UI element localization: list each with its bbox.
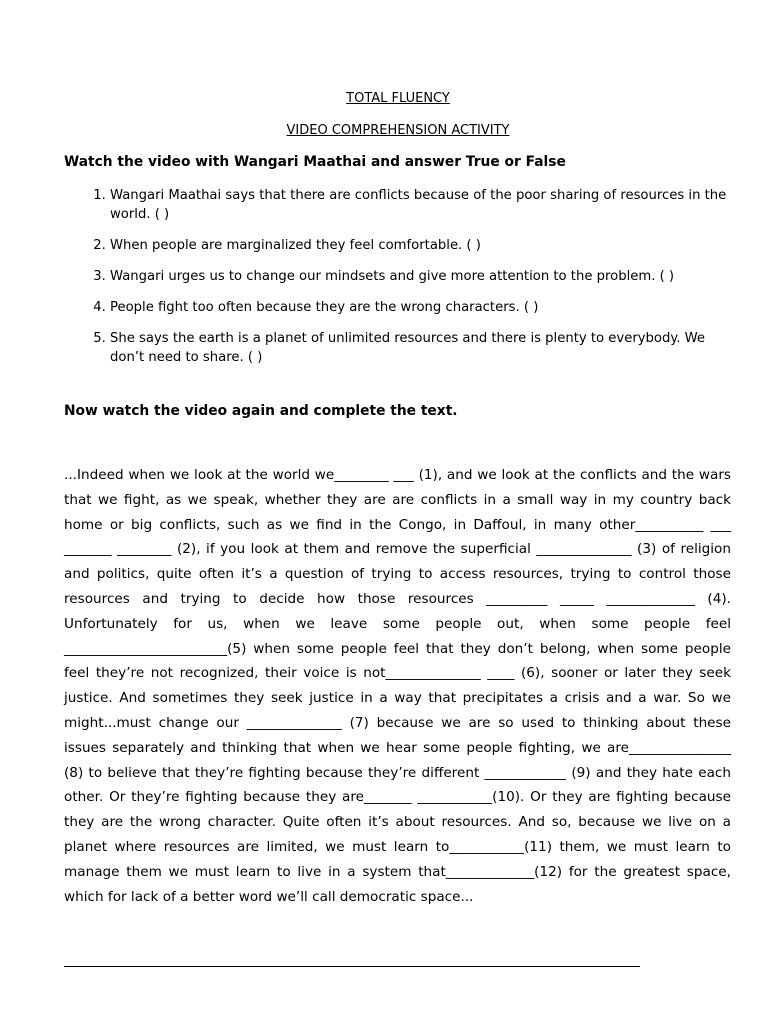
- question-item: 2. When people are marginalized they feel comfortable. ( ): [110, 236, 734, 255]
- question-item: 1. Wangari Maathai says that there are conflicts because of the poor sharing of resources in the world. ( ): [110, 186, 734, 224]
- page-title: TOTAL FLUENCY: [346, 91, 450, 106]
- complete-text-instruction: Now watch the video again and complete the text.: [64, 403, 458, 419]
- true-false-question-list: [64, 186, 734, 379]
- question-item: 3. Wangari urges us to change our mindsets and give more attention to the problem. ( ): [110, 267, 734, 286]
- true-false-instruction: Watch the video with Wangari Maathai and answer True or False: [64, 154, 566, 170]
- page-subtitle: VIDEO COMPREHENSION ACTIVITY: [286, 123, 510, 138]
- question-item: 4. People fight too often because they are the wrong characters. ( ): [110, 298, 734, 317]
- bottom-divider: [64, 966, 640, 967]
- gap-fill-passage: ...Indeed when we look at the world we________ ___ (1), and we look at the conflicts and the wars that we fight, as we speak, whether they are are conflicts in a small way in my country back home or big conflicts, such as we find in the Congo, in Daffoul, in many other__________ ___ _______ ________ (2), if you look at them and remove the superficial ______________ (3) of religion and politics, quite often it’s a question of trying to access resources, trying to control those resources and trying to decide how those resources _________ _____ _____________ (4). Unfortunately for us, when we leave some people out, when some people feel ________________________(5) when some people feel that they don’t belong, when some people feel they’re not recognized, their voice is not______________ ____ (6), sooner or later they seek justice. And sometimes they seek justice in a way that precipitates a crisis and a war. So we might...must change our ______________ (7) because we are so used to thinking about these issues separately and thinking that when we hear some people fighting, we are_______________ (8) to believe that they’re fighting because they’re different ____________ (9) and they hate each other. Or they’re fighting because they are_______ ___________(10). Or they are fighting because they are the wrong character. Quite often it’s about resources. And so, because we live on a planet where resources are limited, we must learn to___________(11) them, we must learn to manage them we must learn to live in a system that_____________(12) for the greatest space, which for lack of a better word we’ll call democratic space...: [64, 467, 731, 905]
- question-item: 5. She says the earth is a planet of unlimited resources and there is plenty to everybody. We don’t need to share. ( ): [110, 329, 734, 367]
